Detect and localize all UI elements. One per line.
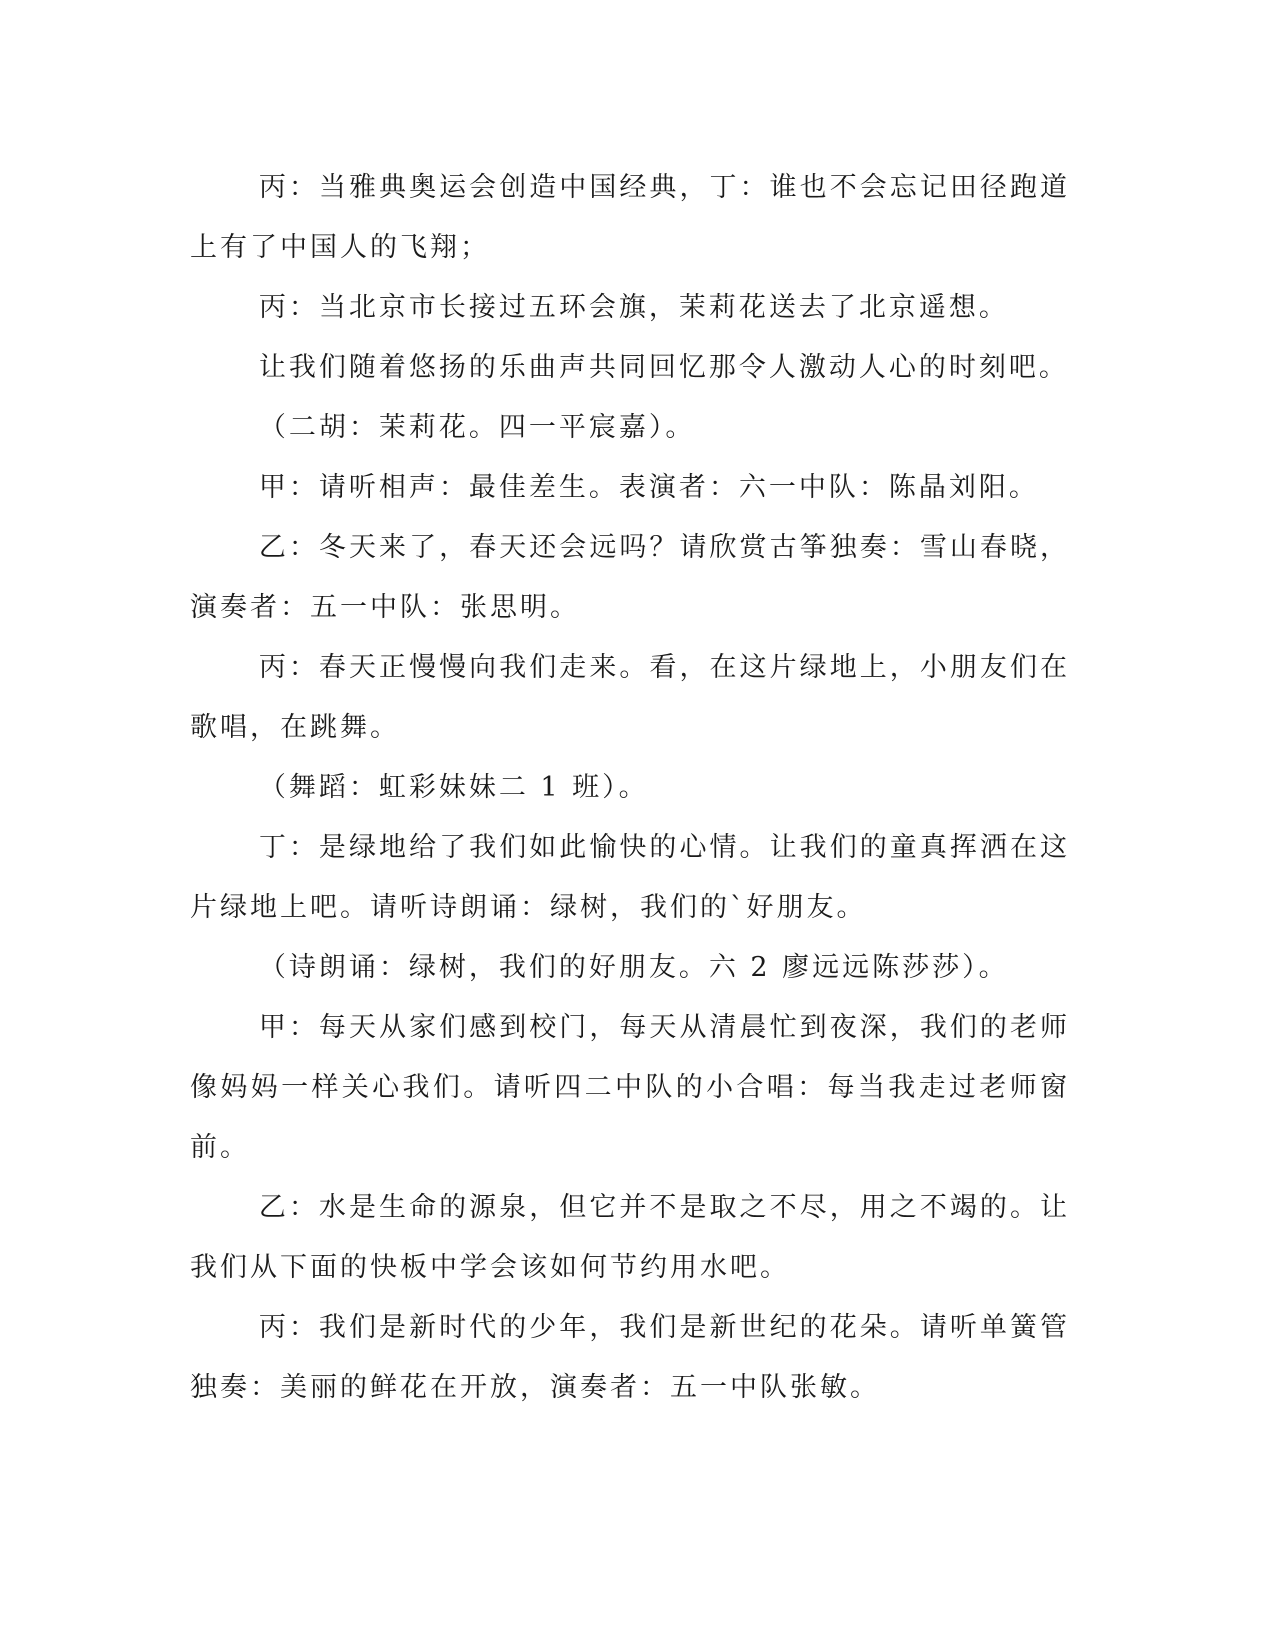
paragraph: 乙：水是生命的源泉，但它并不是取之不尽，用之不竭的。让我们从下面的快板中学会该如何节约用水吧。 — [190, 1192, 1070, 1283]
paragraph: 甲：请听相声：最佳差生。表演者：六一中队：陈晶刘阳。 — [258, 472, 1039, 503]
paragraph: （二胡：茉莉花。四一平宸嘉）。 — [258, 412, 696, 443]
paragraph: 让我们随着悠扬的乐曲声共同回忆那令人激动人心的时刻吧。 — [258, 352, 1069, 383]
paragraph: 丙：当雅典奥运会创造中国经典，丁：谁也不会忘记田径跑道上有了中国人的飞翔； — [190, 172, 1070, 263]
paragraph: 丁：是绿地给了我们如此愉快的心情。让我们的童真挥洒在这片绿地上吧。请听诗朗诵：绿树，我们的`好朋友。 — [190, 832, 1070, 923]
paragraph: （诗朗诵：绿树，我们的好朋友。六 2 廖远远陈莎莎）。 — [258, 952, 1009, 983]
document-body — [190, 158, 1070, 1418]
paragraph: 乙：冬天来了，春天还会远吗？请欣赏古筝独奏：雪山春晓，演奏者：五一中队：张思明。 — [190, 532, 1070, 623]
paragraph: 丙：我们是新时代的少年，我们是新世纪的花朵。请听单簧管独奏：美丽的鲜花在开放，演奏者：五一中队张敏。 — [190, 1312, 1070, 1403]
paragraph: （舞蹈：虹彩妹妹二 1 班）。 — [258, 772, 649, 803]
paragraph: 丙：当北京市长接过五环会旗，茉莉花送去了北京遥想。 — [258, 292, 1009, 323]
paragraph: 甲：每天从家们感到校门，每天从清晨忙到夜深，我们的老师像妈妈一样关心我们。请听四二中队的小合唱：每当我走过老师窗前。 — [190, 1012, 1070, 1163]
paragraph: 丙：春天正慢慢向我们走来。看，在这片绿地上，小朋友们在歌唱，在跳舞。 — [190, 652, 1070, 743]
